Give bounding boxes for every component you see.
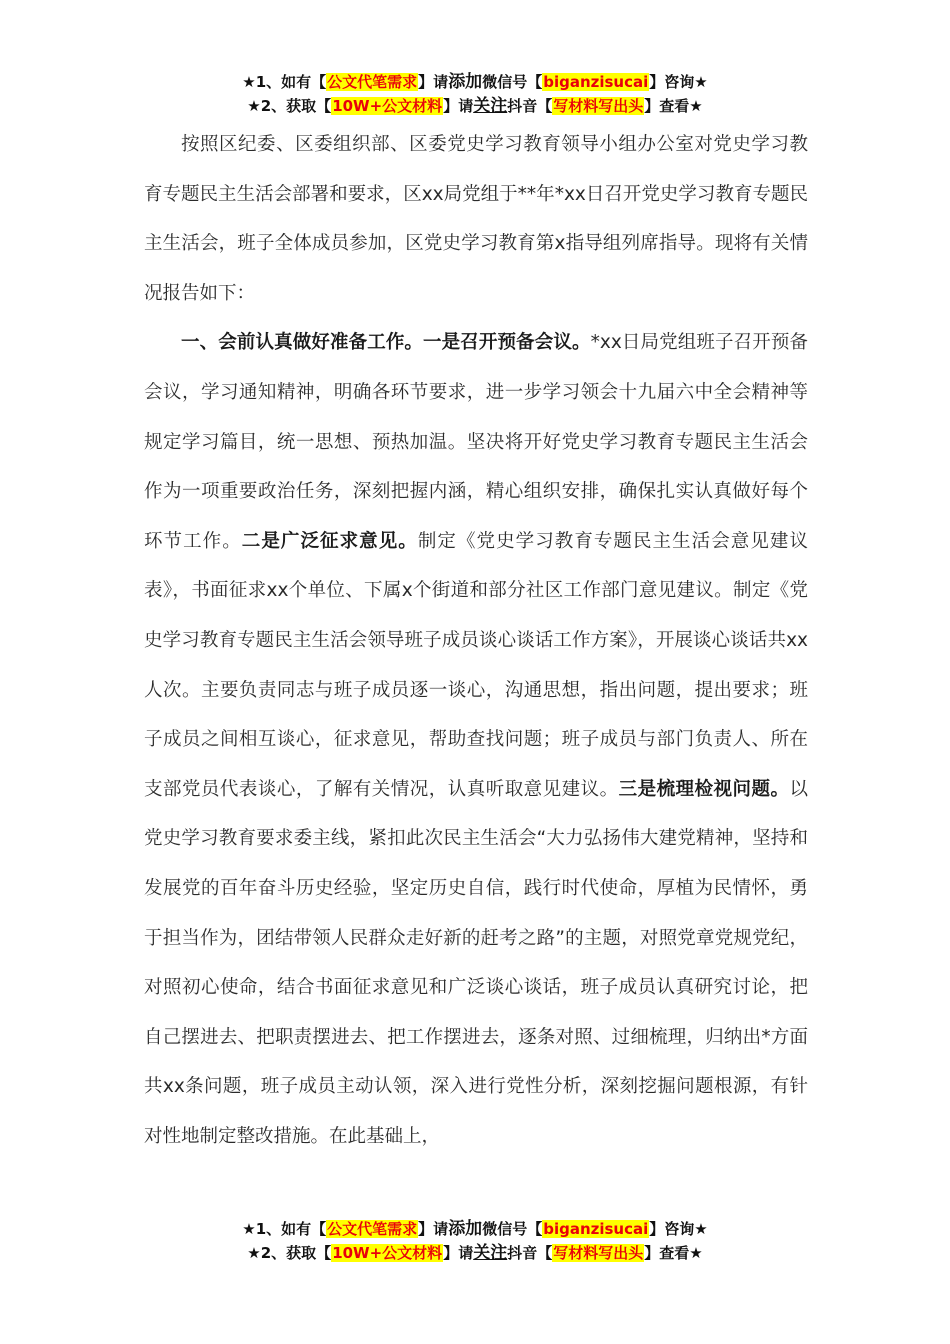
banner-highlight: 10W+公文材料: [332, 97, 443, 115]
banner-text: 】请: [443, 1244, 474, 1262]
banner-text: 】咨询★: [649, 1220, 708, 1238]
section-heading: 一、会前认真做好准备工作。一是召开预备会议。: [181, 332, 591, 354]
banner-text: 】查看★: [644, 1244, 703, 1262]
banner-text: 】请: [418, 73, 449, 91]
banner-highlight: 公文代笔需求: [327, 73, 418, 91]
banner-emphasis: 关注: [473, 96, 508, 116]
banner-text: ★1、如有【: [242, 1220, 327, 1238]
banner-emphasis: 关注: [473, 1243, 508, 1263]
footer-banner: [0, 1217, 950, 1265]
banner-text: 抖音【: [507, 1244, 553, 1262]
document-body: [144, 120, 808, 1161]
banner-text: 】请: [418, 1220, 449, 1238]
banner-text: ★2、获取【: [247, 97, 332, 115]
section-text: 制定《党史学习教育专题民主生活会意见建议表》，书面征求xx个单位、下属x个街道和部分社区工作部门意见建议。制定《党史学习教育专题民主生活会领导班子成员谈心谈话工作方案》，开展谈心谈话共xx人次。主要负责同志与班子成员逐一谈心，沟通思想，指出问题，提出要求；班子成员之间相互谈心，征求意见，帮助查找问题；班子成员与部门负责人、所在支部党员代表谈心，了解有关情况，认真听取意见建议。: [144, 530, 808, 800]
subsection-heading: 二是广泛征求意见。: [241, 530, 418, 552]
banner-text: 】咨询★: [649, 73, 708, 91]
banner-highlight: 公文代笔需求: [327, 1220, 418, 1238]
wechat-id: biganzisucai: [543, 1220, 649, 1238]
banner-line-2: [0, 1241, 950, 1265]
section-text: 以党史学习教育要求委主线，紧扣此次民主生活会“大力弘扬伟大建党精神，坚持和发展党的百年奋斗历史经验，坚定历史自信，践行时代使命，厚植为民情怀，勇于担当作为，团结带领人民群众走好新的赶考之路”的主题，对照党章党规党纪，对照初心使命，结合书面征求意见和广泛谈心谈话，班子成员认真研究讨论，把自己摆进去、把职责摆进去、把工作摆进去，逐条对照、过细梳理，归纳出*方面共xx条问题，班子成员主动认领，深入进行党性分析，深刻挖掘问题根源，有针对性地制定整改措施。在此基础上，: [144, 778, 808, 1147]
banner-text: 】查看★: [644, 97, 703, 115]
section-text: *xx日局党组班子召开预备会议，学习通知精神，明确各环节要求，进一步学习领会十九届六中全会精神等规定学习篇目，统一思想、预热加温。坚决将开好党史学习教育专题民主生活会作为一项重要政治任务，深刻把握内涵，精心组织安排，确保扎实认真做好每个环节工作。: [144, 332, 808, 552]
banner-text: ★1、如有【: [242, 73, 327, 91]
wechat-id: biganzisucai: [543, 73, 649, 91]
banner-highlight: 写材料写出头: [553, 1244, 644, 1262]
banner-highlight: 写材料写出头: [553, 97, 644, 115]
paragraph-section-1: [144, 318, 808, 1161]
banner-line-2: [0, 94, 950, 118]
banner-text: 微信号【: [482, 1220, 543, 1238]
banner-line-1: [0, 1217, 950, 1241]
banner-emphasis: 添加: [448, 72, 483, 92]
header-banner: [0, 70, 950, 118]
banner-text: 微信号【: [482, 73, 543, 91]
banner-text: 】请: [443, 97, 474, 115]
subsection-heading: 三是梳理检视问题。: [618, 778, 790, 800]
banner-emphasis: 添加: [448, 1219, 483, 1239]
paragraph-intro: 按照区纪委、区委组织部、区委党史学习教育领导小组办公室对党史学习教育专题民主生活会部署和要求，区xx局党组于**年*xx日召开党史学习教育专题民主生活会，班子全体成员参加，区党史学习教育第x指导组列席指导。现将有关情况报告如下：: [144, 134, 808, 304]
banner-line-1: [0, 70, 950, 94]
banner-highlight: 10W+公文材料: [332, 1244, 443, 1262]
banner-text: ★2、获取【: [247, 1244, 332, 1262]
banner-text: 抖音【: [507, 97, 553, 115]
